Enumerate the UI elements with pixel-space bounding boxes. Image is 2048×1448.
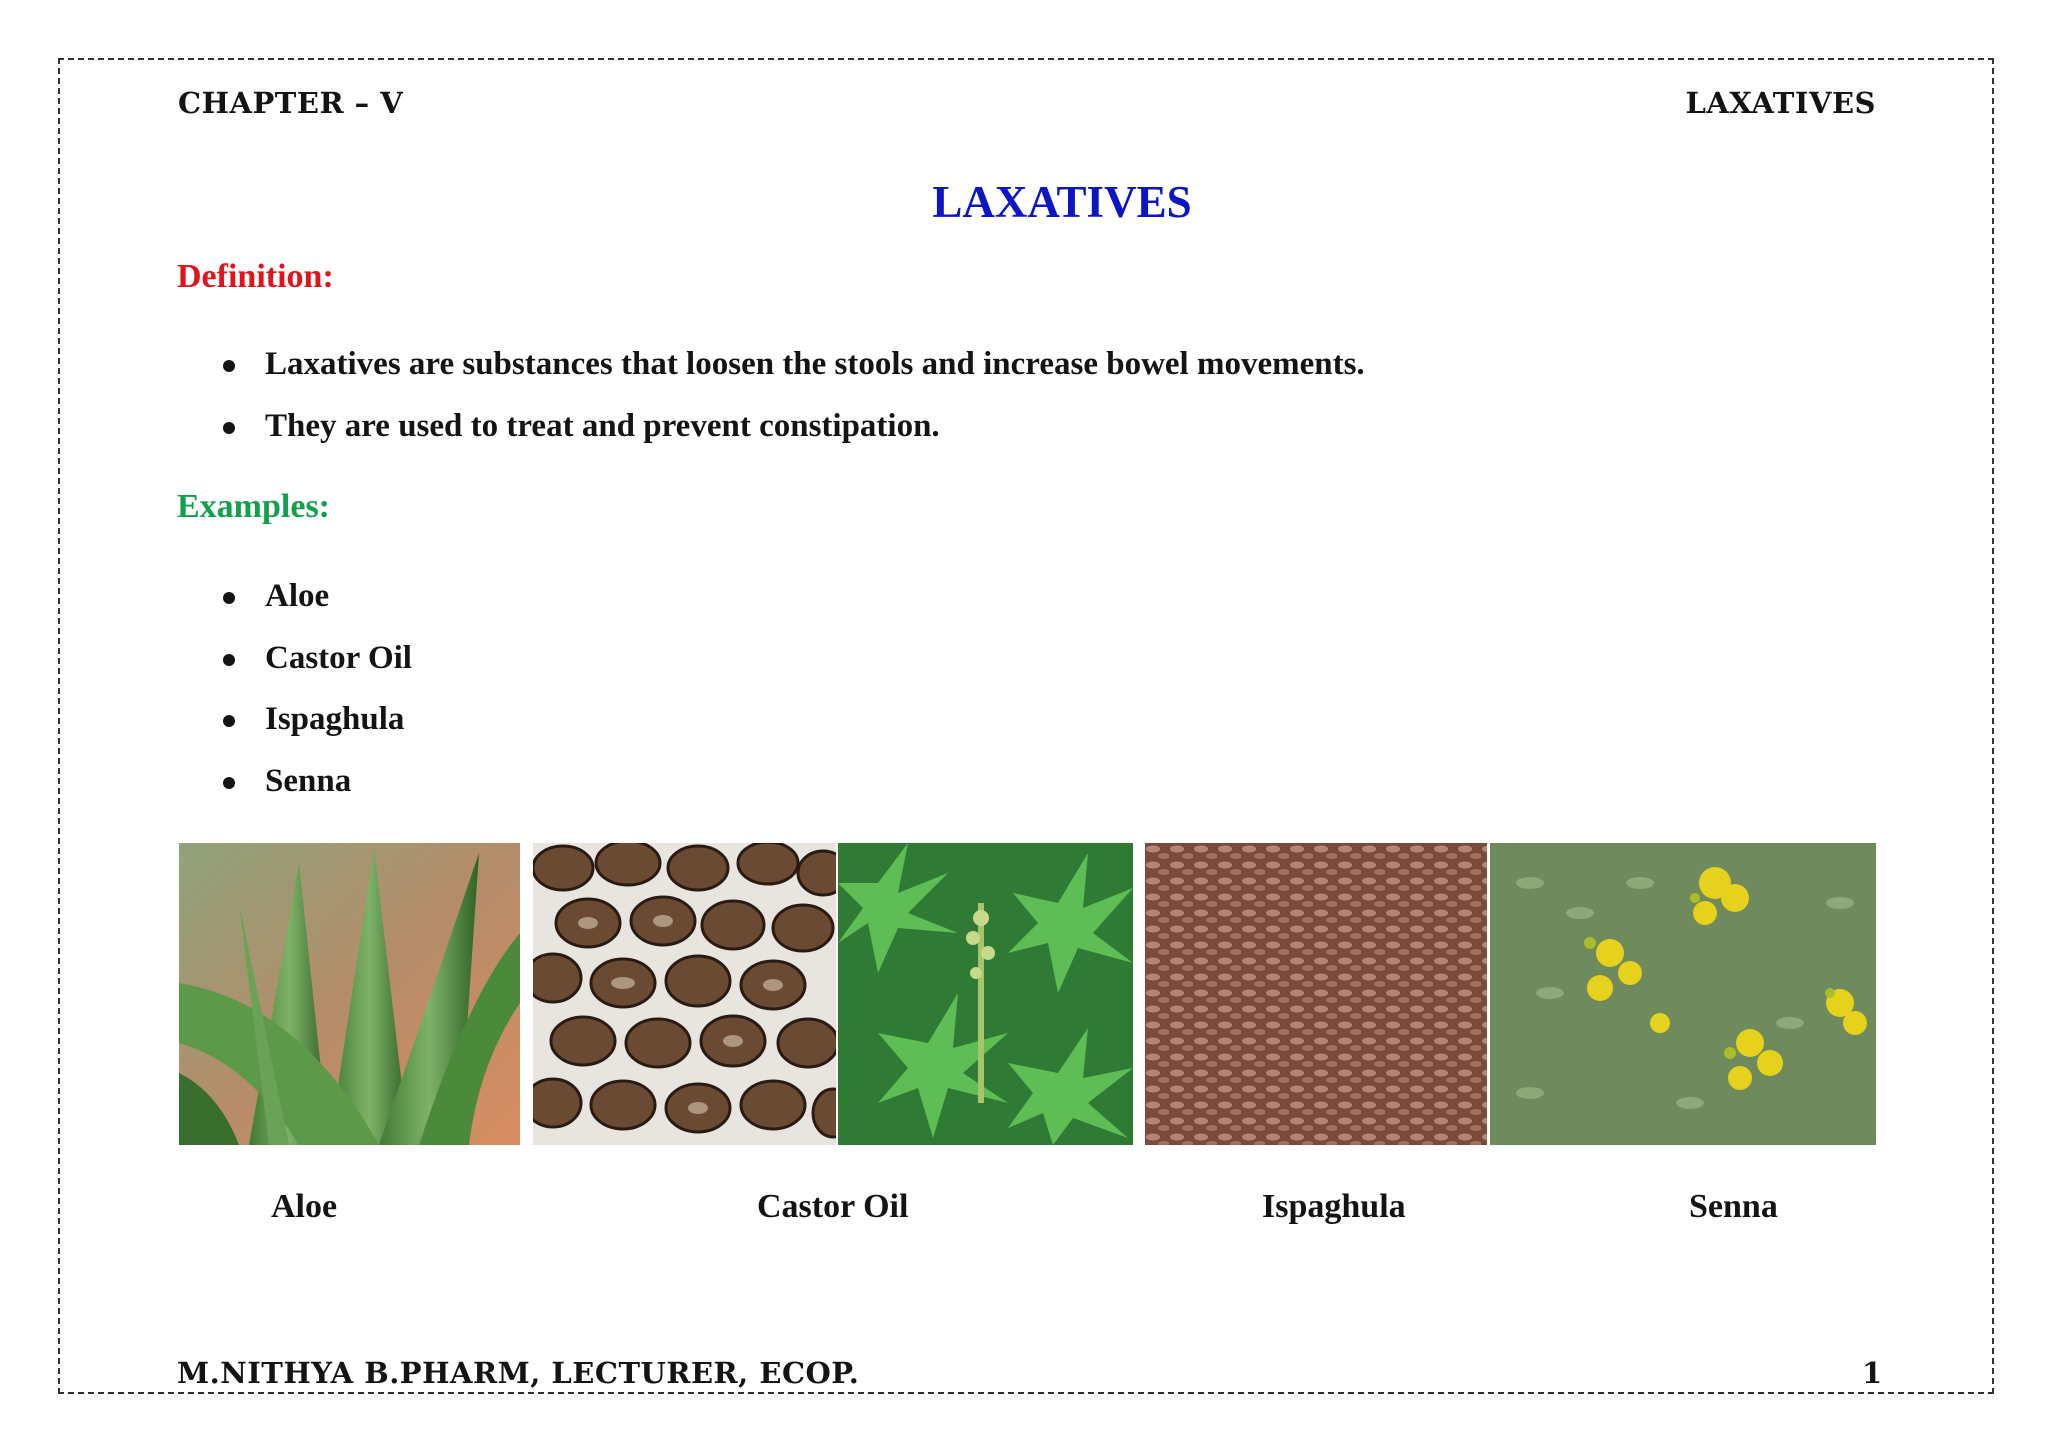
- page-title: LAXATIVES: [932, 177, 1192, 227]
- caption-castor-oil: Castor Oil: [757, 1188, 909, 1225]
- list-item: Senna: [0, 751, 412, 813]
- caption-senna: Senna: [1689, 1188, 1778, 1225]
- ispaghula-seeds-photo: [1145, 843, 1487, 1145]
- list-item: Aloe: [0, 566, 412, 628]
- caption-aloe: Aloe: [271, 1188, 338, 1225]
- header-topic: LAXATIVES: [1685, 86, 1876, 120]
- examples-heading: Examples:: [177, 488, 330, 525]
- examples-list: [0, 566, 412, 812]
- list-item: Ispaghula: [0, 689, 412, 751]
- list-item: Castor Oil: [0, 628, 412, 690]
- page-number: 1: [1862, 1356, 1883, 1390]
- caption-ispaghula: Ispaghula: [1262, 1188, 1406, 1225]
- definition-heading: Definition:: [177, 258, 334, 295]
- header-chapter: CHAPTER – V: [178, 86, 404, 120]
- aloe-plant-photo: [179, 843, 520, 1145]
- castor-seeds-photo: [533, 843, 836, 1145]
- list-item: Laxatives are substances that loosen the stools and increase bowel movements.: [0, 334, 1365, 396]
- definition-list: [0, 334, 1365, 457]
- list-item: They are used to treat and prevent constipation.: [0, 396, 1365, 458]
- senna-flowers-photo: [1490, 843, 1876, 1145]
- castor-plant-photo: [838, 843, 1133, 1145]
- footer-author: M.NITHYA B.PHARM, LECTURER, ECOP.: [177, 1356, 860, 1390]
